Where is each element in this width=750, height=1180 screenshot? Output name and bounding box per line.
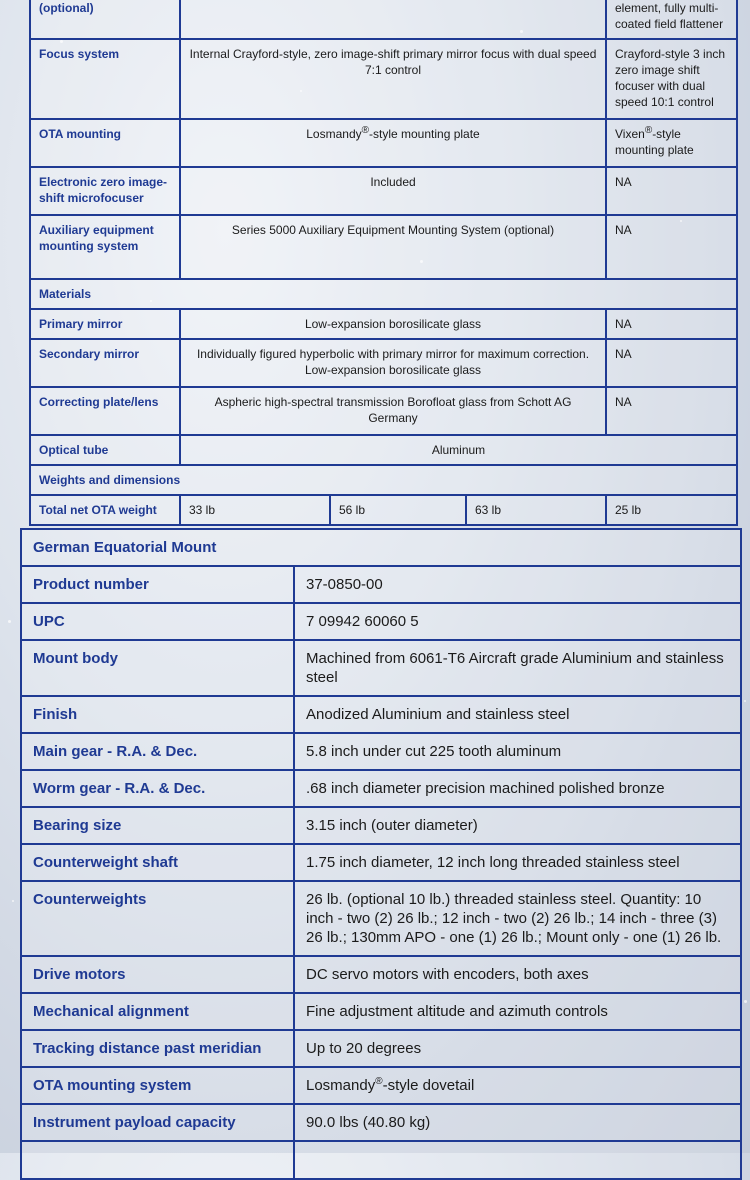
table-row <box>21 1030 741 1067</box>
table-row <box>30 339 737 387</box>
table-row <box>21 1067 741 1104</box>
row-label: Electronic zero image-shift microfocuser <box>30 167 180 215</box>
row-value <box>180 0 606 39</box>
row-label: UPC <box>21 603 294 640</box>
row-alt-value: NA <box>606 309 737 339</box>
table-row <box>30 119 737 167</box>
row-value: Series 5000 Auxiliary Equipment Mounting System (optional) <box>180 215 606 279</box>
section-header-weights: Weights and dimensions <box>30 465 737 495</box>
table-row <box>21 993 741 1030</box>
row-value: 7 09942 60060 5 <box>294 603 741 640</box>
row-label: Focus system <box>30 39 180 119</box>
table-row <box>21 844 741 881</box>
row-value: 1.75 inch diameter, 12 inch long threaded stainless steel <box>294 844 741 881</box>
ota-spec-table <box>29 0 738 526</box>
row-value: Losmandy®-style dovetail <box>294 1067 741 1104</box>
row-label: Total net OTA weight <box>30 495 180 525</box>
row-label: Correcting plate/lens <box>30 387 180 435</box>
table-row <box>30 39 737 119</box>
row-value: Fine adjustment altitude and azimuth controls <box>294 993 741 1030</box>
mount-spec-table <box>20 528 742 1180</box>
section-row <box>30 279 737 309</box>
row-value: Individually figured hyperbolic with primary mirror for maximum correction. Low-expansion borosilicate glass <box>180 339 606 387</box>
row-label: Mechanical alignment <box>21 993 294 1030</box>
row-value: 26 lb. (optional 10 lb.) threaded stainless steel. Quantity: 10 inch - two (2) 26 lb.; 12 inch - two (2) 26 lb.; 14 inch - three (3) 26 lb.; 130mm APO - one (1) 26 lb.; Mount only - one (1) 26 lb. <box>294 881 741 956</box>
row-value: Losmandy®-style mounting plate <box>180 119 606 167</box>
table-row <box>21 881 741 956</box>
table-title: German Equatorial Mount <box>21 529 741 566</box>
table-row <box>30 0 737 39</box>
row-label <box>21 1141 294 1179</box>
table-row <box>21 807 741 844</box>
row-value: DC servo motors with encoders, both axes <box>294 956 741 993</box>
table-row <box>30 215 737 279</box>
row-label: Bearing size <box>21 807 294 844</box>
row-value: Aspheric high-spectral transmission Borofloat glass from Schott AG Germany <box>180 387 606 435</box>
row-value: Anodized Aluminium and stainless steel <box>294 696 741 733</box>
row-label: OTA mounting system <box>21 1067 294 1104</box>
row-value: Low-expansion borosilicate glass <box>180 309 606 339</box>
table-row <box>21 603 741 640</box>
table-row <box>21 770 741 807</box>
row-label: Finish <box>21 696 294 733</box>
row-alt-value: Vixen®-style mounting plate <box>606 119 737 167</box>
table-row <box>21 1104 741 1141</box>
row-label: Counterweight shaft <box>21 844 294 881</box>
table-row <box>30 309 737 339</box>
row-label: Mount body <box>21 640 294 696</box>
row-value: 37-0850-00 <box>294 566 741 603</box>
table-row <box>21 566 741 603</box>
table-row <box>30 387 737 435</box>
row-label: Secondary mirror <box>30 339 180 387</box>
row-alt-value: Crayford-style 3 inch zero image shift focuser with dual speed 10:1 control <box>606 39 737 119</box>
row-value: 90.0 lbs (40.80 kg) <box>294 1104 741 1141</box>
row-value: Internal Crayford-style, zero image-shift primary mirror focus with dual speed 7:1 control <box>180 39 606 119</box>
table-row <box>21 1141 741 1179</box>
row-alt-value: NA <box>606 387 737 435</box>
row-label: Drive motors <box>21 956 294 993</box>
row-label: Counterweights <box>21 881 294 956</box>
table-row <box>21 956 741 993</box>
section-row <box>30 465 737 495</box>
row-label: Tracking distance past meridian <box>21 1030 294 1067</box>
row-value: Included <box>180 167 606 215</box>
row-label: OTA mounting <box>30 119 180 167</box>
weight-value: 63 lb <box>466 495 606 525</box>
row-label: Instrument payload capacity <box>21 1104 294 1141</box>
table-row <box>30 167 737 215</box>
weight-value: 56 lb <box>330 495 466 525</box>
row-label: Auxiliary equipment mounting system <box>30 215 180 279</box>
row-value: Aluminum <box>180 435 737 465</box>
row-value: 5.8 inch under cut 225 tooth aluminum <box>294 733 741 770</box>
row-value: Machined from 6061-T6 Aircraft grade Aluminium and stainless steel <box>294 640 741 696</box>
row-label: Product number <box>21 566 294 603</box>
row-alt-value: NA <box>606 339 737 387</box>
section-header-materials: Materials <box>30 279 737 309</box>
row-alt-value: NA <box>606 215 737 279</box>
row-alt-value: NA <box>606 167 737 215</box>
table-row <box>21 733 741 770</box>
row-value: 3.15 inch (outer diameter) <box>294 807 741 844</box>
row-value: Up to 20 degrees <box>294 1030 741 1067</box>
row-value: .68 inch diameter precision machined polished bronze <box>294 770 741 807</box>
table-row <box>21 696 741 733</box>
row-value <box>294 1141 741 1179</box>
table-row <box>30 495 737 525</box>
table-row <box>30 435 737 465</box>
row-label: Worm gear - R.A. & Dec. <box>21 770 294 807</box>
weight-value: 33 lb <box>180 495 330 525</box>
row-label: Optical tube <box>30 435 180 465</box>
table-header-row <box>21 529 741 566</box>
row-label: Primary mirror <box>30 309 180 339</box>
table-row <box>21 640 741 696</box>
row-label: Main gear - R.A. & Dec. <box>21 733 294 770</box>
row-label: (optional) <box>30 0 180 39</box>
row-alt-value: element, fully multi-coated field flattener <box>606 0 737 39</box>
weight-value: 25 lb <box>606 495 737 525</box>
